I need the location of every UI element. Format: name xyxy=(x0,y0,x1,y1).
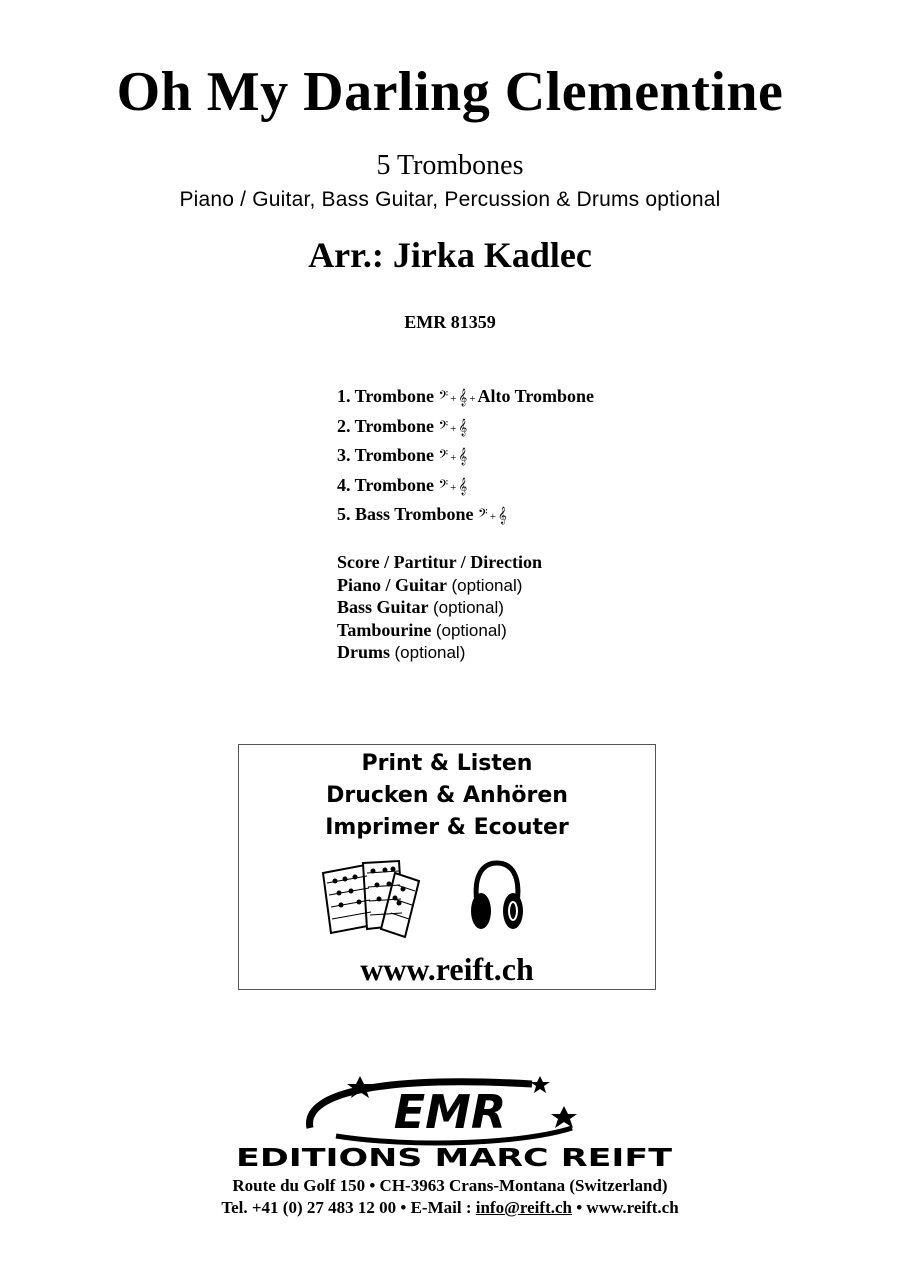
contact-web[interactable]: • www.reift.ch xyxy=(571,1198,679,1217)
email-link[interactable]: info@reift.ch xyxy=(475,1198,572,1217)
part-item xyxy=(337,416,594,446)
contact-phone: Tel. +41 (0) 27 483 12 00 • E-Mail : xyxy=(221,1198,476,1217)
part-label: 5. Bass Trombone xyxy=(337,504,474,524)
sheet-music-icon xyxy=(315,859,425,939)
plus-sign: + xyxy=(450,452,457,464)
print-listen-box xyxy=(238,744,656,990)
extra-note: (optional) xyxy=(394,643,466,662)
publisher-address: Route du Golf 150 • CH-3963 Crans-Montana (Switzerland) xyxy=(232,1176,668,1195)
part-label: 4. Trombone xyxy=(337,474,435,495)
bass-clef-icon: 𝄢 xyxy=(438,476,449,495)
plus-sign: + xyxy=(489,511,496,523)
optional-instruments-line: Piano / Guitar, Bass Guitar, Percussion & Drums optional xyxy=(179,188,721,211)
extra-name: Piano / Guitar xyxy=(337,574,448,595)
arranger-credit: Arr.: Jirka Kadlec xyxy=(308,235,592,275)
promo-line-german: Drucken & Anhören xyxy=(326,783,568,808)
treble-clef-icon: 𝄞 xyxy=(458,417,468,436)
extra-note: (optional) xyxy=(451,575,523,595)
extra-name: Drums xyxy=(337,642,390,662)
extra-name: Bass Guitar xyxy=(337,597,429,617)
plus-sign: + xyxy=(469,393,476,405)
logo-mark: EMR xyxy=(393,1085,507,1139)
extra-item xyxy=(337,597,542,620)
part-item xyxy=(337,386,594,416)
bass-clef-icon: 𝄢 xyxy=(438,417,449,436)
headphones-icon xyxy=(469,859,525,935)
bass-clef-icon: 𝄢 xyxy=(478,506,488,524)
bass-clef-icon: 𝄢 xyxy=(438,388,449,406)
parts-list xyxy=(337,386,594,534)
plus-sign: + xyxy=(450,393,457,405)
part-item xyxy=(337,445,594,475)
plus-sign: + xyxy=(450,422,457,435)
instrumentation-subtitle: 5 Trombones xyxy=(376,150,524,181)
promo-website[interactable]: www.reift.ch xyxy=(360,951,534,987)
part-label: 1. Trombone xyxy=(337,386,435,406)
treble-clef-icon: 𝄞 xyxy=(458,476,468,495)
plus-sign: + xyxy=(450,481,457,494)
publisher-contact xyxy=(0,1198,900,1218)
extra-item xyxy=(337,575,542,598)
extra-item xyxy=(337,642,542,665)
page-title: Oh My Darling Clementine xyxy=(116,61,784,123)
extras-list xyxy=(337,552,542,665)
part-item xyxy=(337,475,594,505)
emr-logo xyxy=(232,1070,672,1170)
part-label: 3. Trombone xyxy=(337,445,435,465)
extra-name: Tambourine xyxy=(337,619,432,640)
extra-item xyxy=(337,620,542,643)
treble-clef-icon: 𝄞 xyxy=(458,447,468,465)
treble-clef-icon: 𝄞 xyxy=(458,388,468,406)
part-label: 2. Trombone xyxy=(337,415,435,436)
extra-item xyxy=(337,552,542,575)
extra-note: (optional) xyxy=(435,620,507,640)
promo-line-french: Imprimer & Ecouter xyxy=(325,815,569,840)
promo-line-english: Print & Listen xyxy=(361,751,533,776)
catalog-number: EMR 81359 xyxy=(404,312,496,332)
part-suffix: Alto Trombone xyxy=(477,386,594,406)
logo-wordmark: EDITIONS MARC REIFT xyxy=(236,1143,672,1170)
treble-clef-icon: 𝄞 xyxy=(497,506,507,524)
part-item xyxy=(337,504,594,534)
extra-name: Score / Partitur / Direction xyxy=(337,552,542,572)
bass-clef-icon: 𝄢 xyxy=(438,447,449,465)
extra-note: (optional) xyxy=(433,598,504,617)
